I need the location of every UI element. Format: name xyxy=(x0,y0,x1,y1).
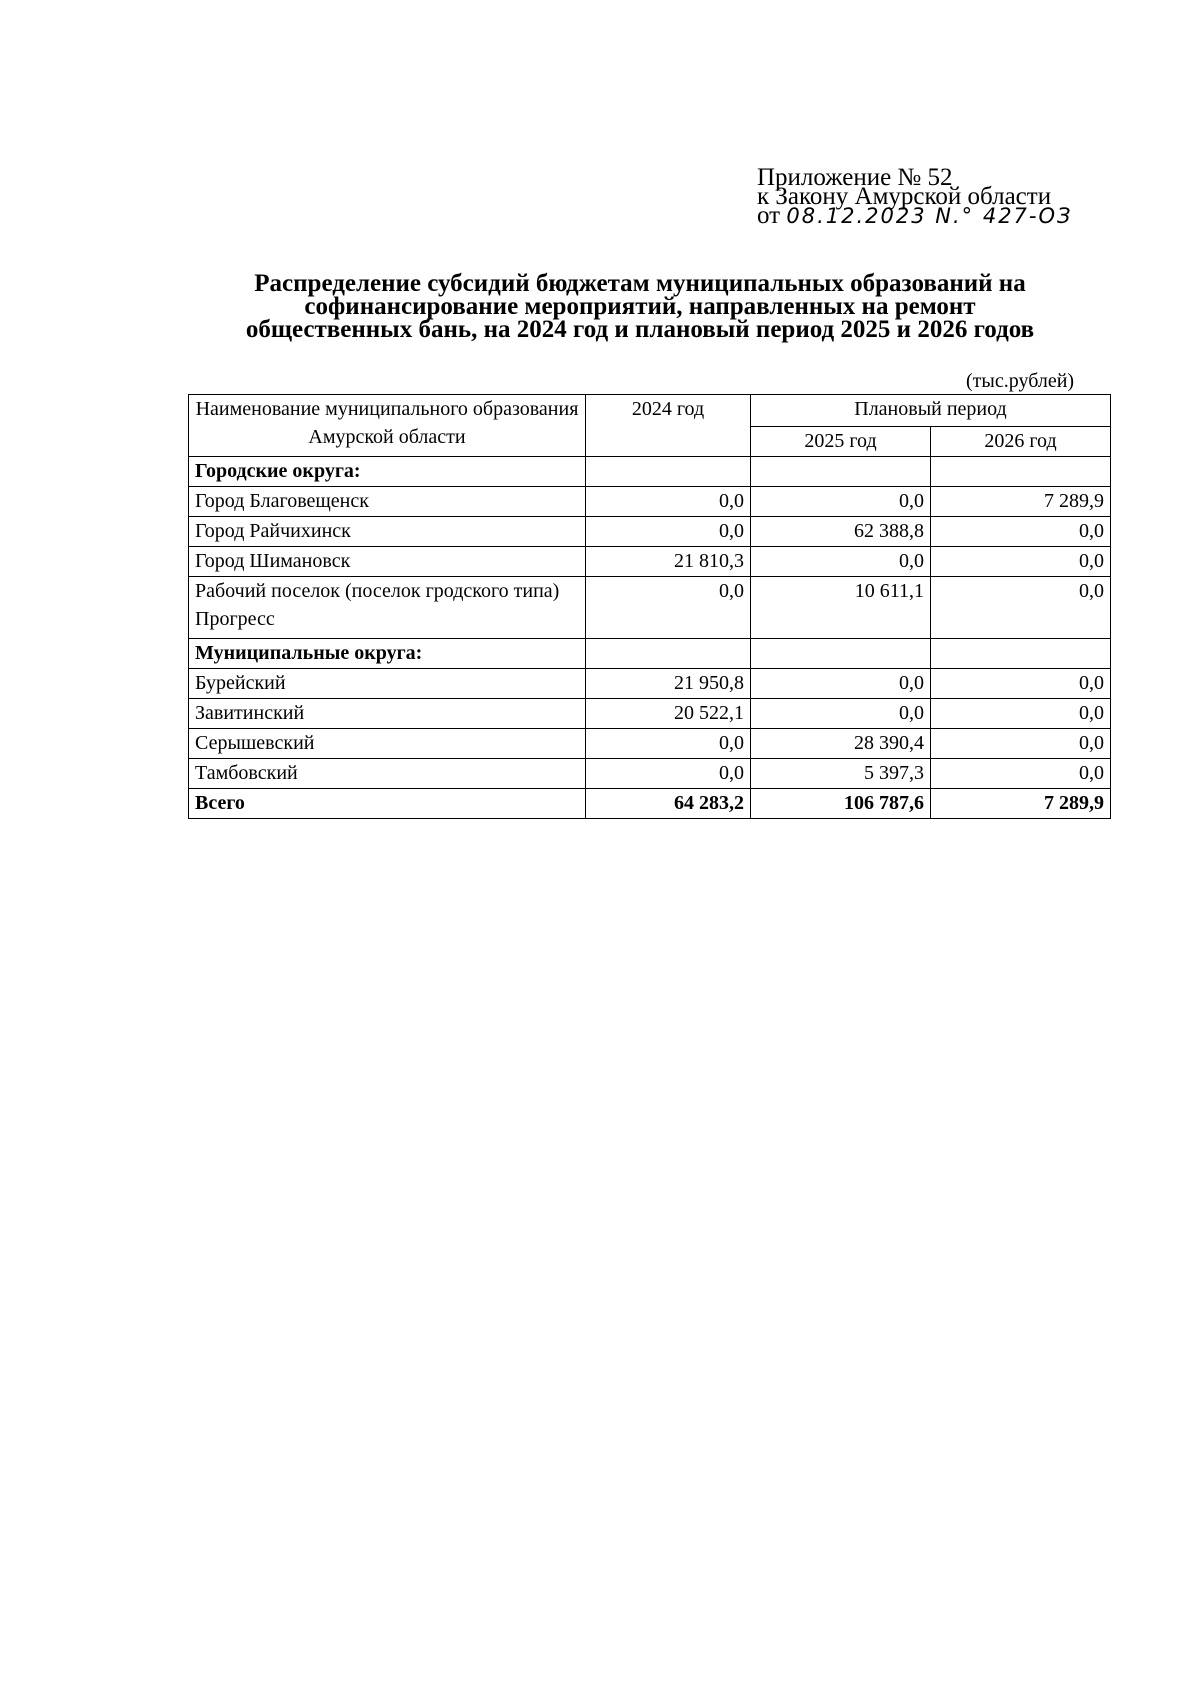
cell-2026: 0,0 xyxy=(931,759,1111,789)
header-row-1 xyxy=(189,395,1111,427)
header-planned-period: Плановый период xyxy=(751,395,1111,427)
subsidy-table xyxy=(188,394,1111,819)
cell-2026: 0,0 xyxy=(931,577,1111,639)
cell-2026: 0,0 xyxy=(931,669,1111,699)
document-title xyxy=(190,272,1090,341)
table-row xyxy=(189,577,1111,639)
title-line-1: Распределение субсидий бюджетам муниципальных образований на xyxy=(254,270,1026,297)
row-name: Рабочий поселок (поселок гродского типа) Прогресс xyxy=(189,577,586,639)
total-2025: 106 787,6 xyxy=(751,789,931,819)
table-row xyxy=(189,729,1111,759)
row-name: Серышевский xyxy=(189,729,586,759)
annex-header xyxy=(757,164,1073,229)
cell-2025: 0,0 xyxy=(751,547,931,577)
cell-2025: 5 397,3 xyxy=(751,759,931,789)
row-name: Бурейский xyxy=(189,669,586,699)
total-row xyxy=(189,789,1111,819)
row-name: Тамбовский xyxy=(189,759,586,789)
cell-2026: 0,0 xyxy=(931,517,1111,547)
header-2026: 2026 год xyxy=(931,427,1111,457)
row-name: Город Райчихинск xyxy=(189,517,586,547)
cell-2024: 0,0 xyxy=(586,517,751,547)
cell-2026: 0,0 xyxy=(931,547,1111,577)
cell-2026: 0,0 xyxy=(931,729,1111,759)
cell-2024: 0,0 xyxy=(586,759,751,789)
annex-handwritten-date: 08.12.2023 N.° 427-ОЗ xyxy=(786,204,1073,228)
total-label: Всего xyxy=(189,789,586,819)
section-row-municipal xyxy=(189,639,1111,669)
section-row-urban xyxy=(189,457,1111,487)
header-2025: 2025 год xyxy=(751,427,931,457)
table-row xyxy=(189,547,1111,577)
cell-2025: 28 390,4 xyxy=(751,729,931,759)
header-name: Наименование муниципального образования Амурской области xyxy=(189,395,586,457)
header-2024: 2024 год xyxy=(586,395,751,457)
row-name: Город Благовещенск xyxy=(189,487,586,517)
cell-2025: 0,0 xyxy=(751,487,931,517)
row-name: Город Шимановск xyxy=(189,547,586,577)
annex-number: Приложение № 52 xyxy=(757,164,953,191)
table-row xyxy=(189,759,1111,789)
table-row xyxy=(189,699,1111,729)
cell-2025: 10 611,1 xyxy=(751,577,931,639)
cell-2025: 0,0 xyxy=(751,699,931,729)
units-label: (тыс.рублей) xyxy=(966,370,1075,392)
total-2026: 7 289,9 xyxy=(931,789,1111,819)
table-row xyxy=(189,669,1111,699)
section-label: Муниципальные округа: xyxy=(189,639,586,669)
cell-2024: 21 950,8 xyxy=(586,669,751,699)
cell-2025: 62 388,8 xyxy=(751,517,931,547)
title-line-2: софинансирование мероприятий, направленных на ремонт xyxy=(304,293,976,320)
section-label: Городские округа: xyxy=(189,457,586,487)
cell-2026: 7 289,9 xyxy=(931,487,1111,517)
table-row xyxy=(189,487,1111,517)
cell-2024: 20 522,1 xyxy=(586,699,751,729)
table-row xyxy=(189,517,1111,547)
cell-2026: 0,0 xyxy=(931,699,1111,729)
total-2024: 64 283,2 xyxy=(586,789,751,819)
cell-2025: 0,0 xyxy=(751,669,931,699)
cell-2024: 0,0 xyxy=(586,577,751,639)
row-name: Завитинский xyxy=(189,699,586,729)
cell-2024: 0,0 xyxy=(586,487,751,517)
title-line-3: общественных бань, на 2024 год и плановый период 2025 и 2026 годов xyxy=(245,316,1035,343)
annex-date-line xyxy=(757,202,1073,229)
annex-date-prefix: от xyxy=(757,202,781,229)
cell-2024: 0,0 xyxy=(586,729,751,759)
cell-2024: 21 810,3 xyxy=(586,547,751,577)
annex-law-reference: к Закону Амурской области xyxy=(757,183,1052,210)
